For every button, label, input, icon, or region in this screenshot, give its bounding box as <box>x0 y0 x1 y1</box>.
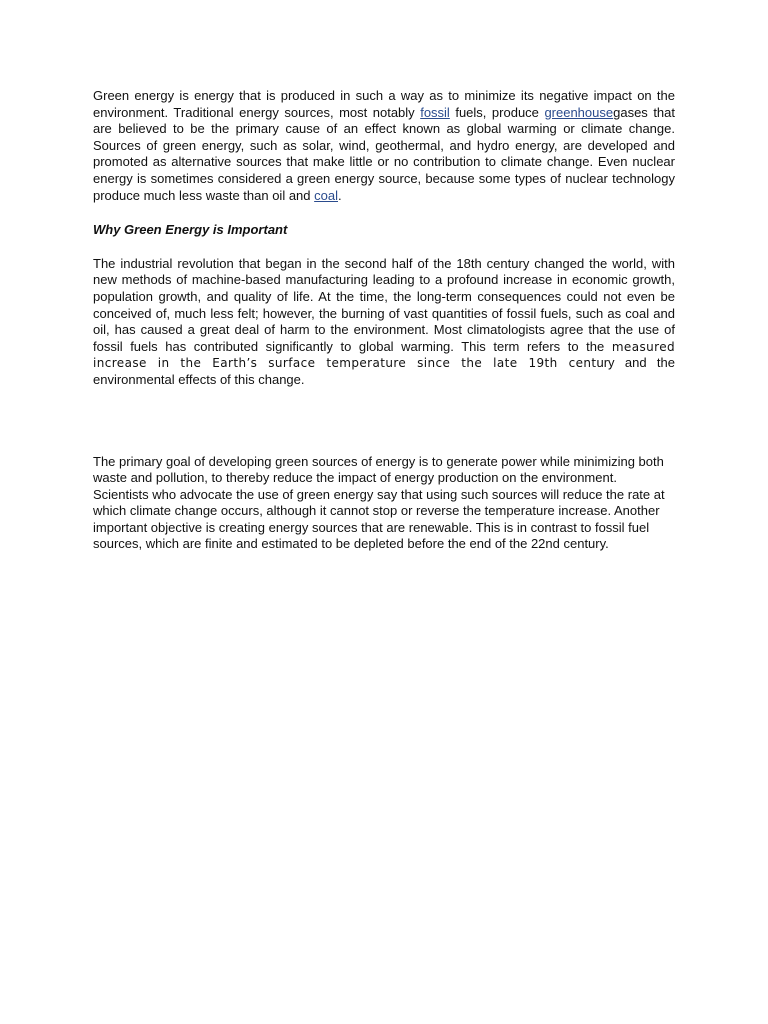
industrial-text-1: The industrial revolution that began in the second half of the 18th century changed the world, with new methods of machine-based manufacturing leading to a profound increase in economic growth, population growth, and quality of life. At the time, the long-term consequences could not even be conceived of, much less felt; however, the burning of vast quantities of fossil fuels, such as coal and oil, has caused a great deal of harm to the environment. Most climatologists agree that the use of fossil fuels has contributed significantly to global warming. This term refers to the <box>93 255 675 354</box>
primary-goal-paragraph: The primary goal of developing green sources of energy is to generate power while minimizing both waste and pollution, to thereby reduce the impact of energy production on the environment. Scientists who advocate the use of green energy say that using such sources will reduce the rate at which climate change occurs, although it cannot stop or reverse the temperature increase. Another important objective is creating energy sources that are renewable. This is in contrast to fossil fuel sources, which are finite and estimated to be depleted before the end of the 22nd century. <box>93 453 665 552</box>
industrial-text-2: ury and the environmental effects of this change. <box>93 355 676 387</box>
intro-text-1: Green energy is energy that is produced in such a way as to minimize its negative impact on the environment. Traditional energy sources, most notably <box>93 88 675 120</box>
document-page <box>93 88 675 553</box>
intro-text-3: gases that are believed to be the primary cause of an effect known as global warming or climate change. Sources of green energy, such as solar, wind, geothermal, and hydro energy, are developed and promoted as alternative sources that make little or no contribution to climate change. Even nuclear energy is sometimes considered a green energy source, because some types of nuclear technology produce much less waste than oil and <box>93 104 675 203</box>
greenhouse-link[interactable]: greenhouse <box>544 104 614 120</box>
intro-text-4: . <box>338 187 342 203</box>
intro-text-2: fuels, produce <box>449 104 545 120</box>
fossil-link[interactable]: fossil <box>420 104 450 120</box>
industrial-text-alt-font: measured increase in the Earth’s surface temperature since the late 19th cent <box>93 339 675 371</box>
coal-link[interactable]: coal <box>314 187 338 203</box>
intro-paragraph <box>93 88 675 204</box>
section-heading: Why Green Energy is Important <box>93 222 288 238</box>
industrial-revolution-paragraph <box>93 256 675 389</box>
